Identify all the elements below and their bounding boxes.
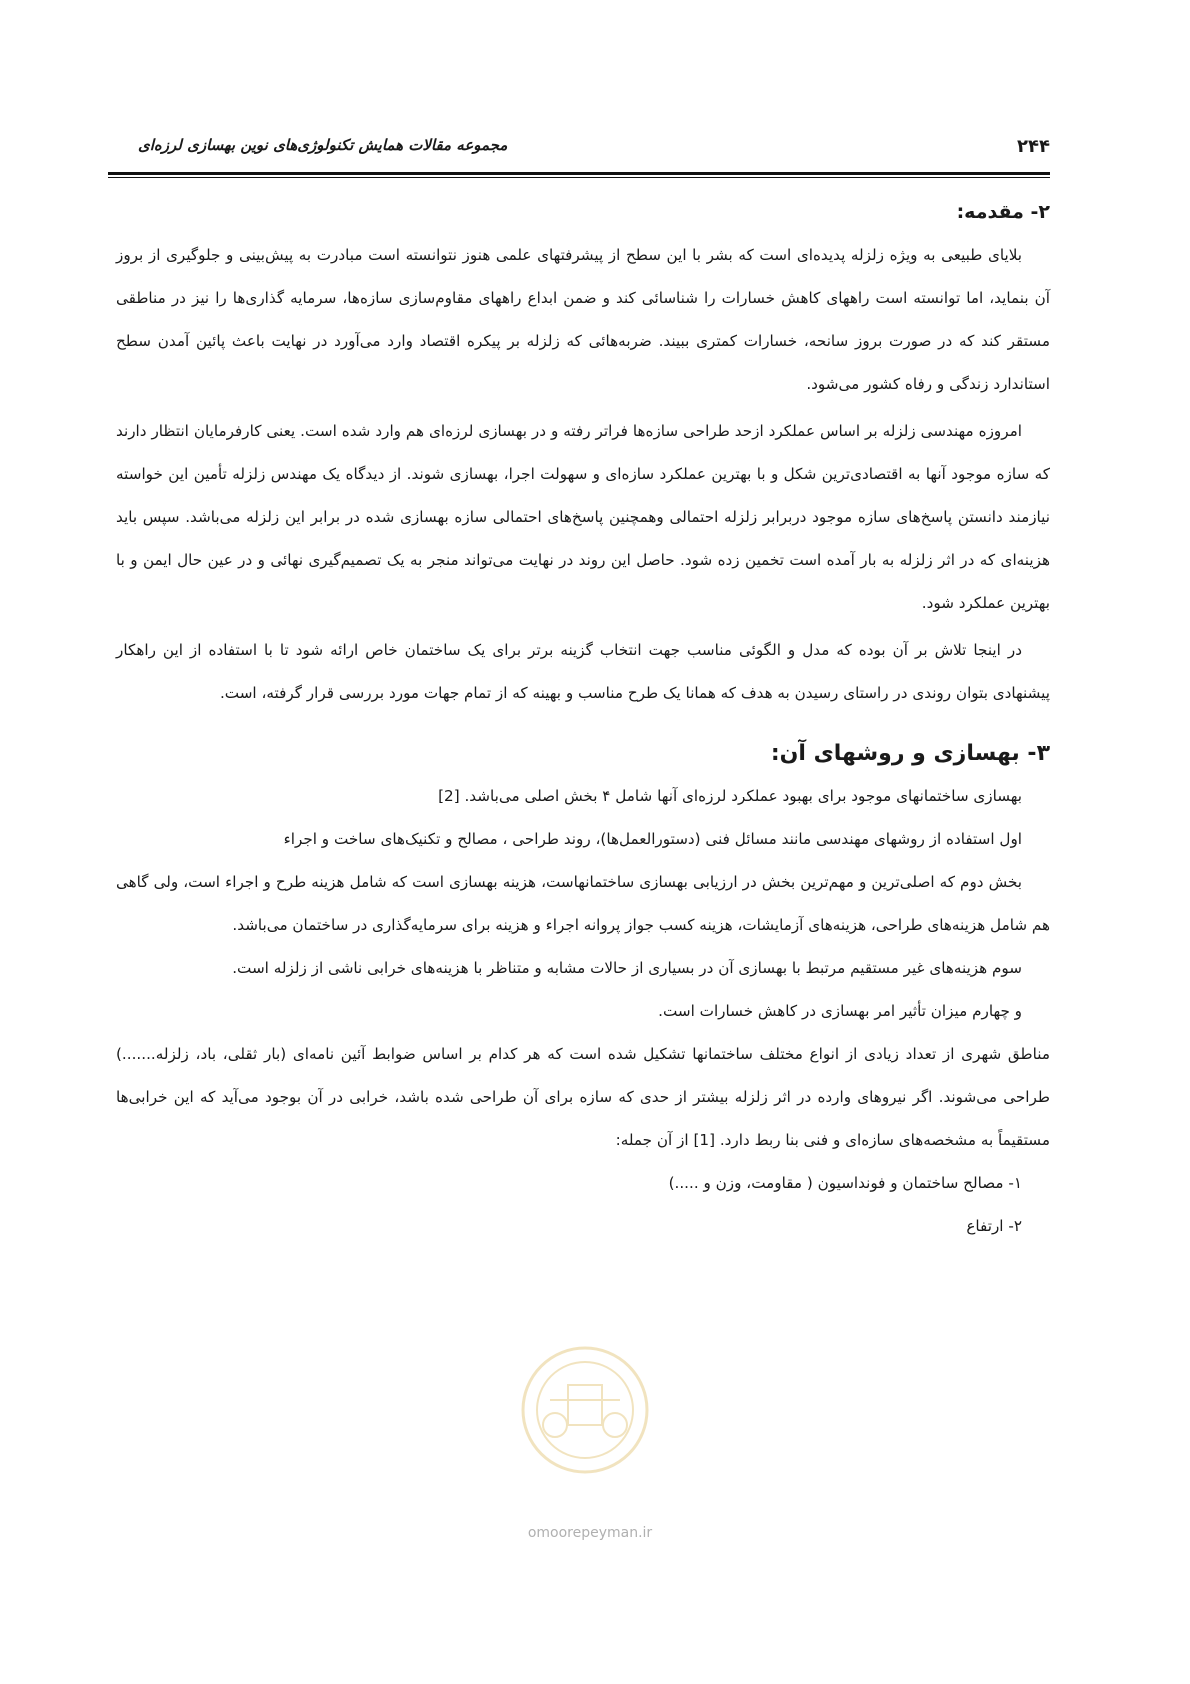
section-3-paragraph-1: بهسازی ساختمانهای موجود برای بهبود عملکرد لرزه‌ای آنها شامل ۴ بخش اصلی می‌باشد. [2] [438,787,1022,805]
section-2-heading: ۲- مقدمه: [956,201,1050,223]
section-2-paragraph-1: بلایای طبیعی به ویژه زلزله پدیده‌ای است که بشر با این سطح از پیشرفتهای علمی هنوز نتوانسته است مبادرت به پیش‌بینی و جلوگیری از بروز آن بنماید، اما توانسته است راههای کاهش خسارات را شناسائی کند و ضمن ابداع راههای مقاوم‌سازی سازه‌ها، سرمایه گذاری‌ها را نیز در مناطقی مستقر کند که در صورت بروز سانحه، خسارات کمتری ببیند. ضربه‌هائی که زلزله بر پیکره اقتصاد وارد می‌آورد در نهایت باعث پائین آمدن سطح استاندارد زندگی و رفاه کشور می‌شود. [116,246,1050,393]
section-3-heading: ۳- بهسازی و روشهای آن: [770,741,1050,766]
section-3-paragraph-3: بخش دوم که اصلی‌ترین و مهم‌ترین بخش در ارزیابی بهسازی ساختمانهاست، هزینه بهسازی است که شامل هزینه طرح و اجراء است، ولی گاهی هم شامل هزینه‌های طراحی، هزینه‌های آزمایشات، هزینه کسب جواز پروانه اجراء و هزینه برای سرمایه‌گذاری در ساختمان می‌باشد. [116,873,1050,934]
header-rule-thin [108,177,1050,178]
section-3-paragraph-2: اول استفاده از روشهای مهندسی مانند مسائل فنی (دستورالعمل‌ها)، روند طراحی ، مصالح و تکنیک‌های ساخت و اجراء [283,830,1022,848]
list-item-2: ۲- ارتفاع [966,1217,1022,1235]
page-header [108,128,1050,158]
body-content [116,190,1050,1248]
section-3-paragraph-4: سوم هزینه‌های غیر مستقیم مرتبط با بهسازی آن در بسیاری از حالات مشابه و متناظر با هزینه‌های خرابی ناشی از زلزله است. [232,959,1022,977]
section-3-paragraph-5: و چهارم میزان تأثیر امر بهسازی در کاهش خسارات است. [658,1002,1022,1020]
page-number: ۲۴۴ [1017,136,1050,157]
header-rule-thick [108,172,1050,175]
journal-title: مجموعه مقالات همایش تکنولوژی‌های نوین بهسازی لرزه‌ای [138,136,508,154]
section-2-paragraph-2: امروزه مهندسی زلزله بر اساس عملکرد ازحد طراحی سازه‌ها فراتر رفته و در بهسازی لرزه‌ای هم وارد شده است. یعنی کارفرمایان انتظار دارند که سازه موجود آنها به اقتصادی‌ترین شکل و با بهترین عملکرد سازه‌ای و سهولت اجرا، بهسازی شوند. از دیدگاه یک مهندس زلزله تأمین این خواسته نیازمند دانستن پاسخ‌های سازه موجود دربرابر زلزله احتمالی وهمچنین پاسخ‌های احتمالی سازه بهسازی شده در برابر این زلزله می‌باشد. سپس باید هزینه‌ای که در اثر زلزله به بار آمده است تخمین زده شود. حاصل این روند در نهایت می‌تواند منجر به یک تصمیم‌گیری نهائی و در عین حال ایمن و با بهترین عملکرد شود. [116,422,1050,612]
list-item-1: ۱- مصالح ساختمان و فونداسیون ( مقاومت، وزن و .....) [668,1174,1022,1192]
watermark-seal-icon [480,1330,690,1480]
section-3-paragraph-6: مناطق شهری از تعداد زیادی از انواع مختلف ساختمانها تشکیل شده است که هر کدام بر اساس ضوابط آئین نامه‌ای (بار ثقلی، باد، زلزله.......) طراحی می‌شوند. اگر نیروهای وارده در اثر زلزله بیشتر از حدی که سازه برای آن طراحی شده باشد، خرابی در آن بوجود می‌آید که این خرابی‌ها مستقیماً به مشخصه‌های سازه‌ای و فنی بنا ربط دارد. [1] از آن جمله: [116,1045,1050,1149]
watermark-site: omoorepeyman.ir [527,1525,653,1541]
section-2-paragraph-3: در اینجا تلاش بر آن بوده که مدل و الگوئی مناسب جهت انتخاب گزینه برتر برای یک ساختمان خاص ارائه شود تا با استفاده از این راهکار پیشنهادی بتوان روندی در راستای رسیدن به هدف که همانا یک طرح مناسب و بهینه که از تمام جهات مورد بررسی قرار گرفته، است. [116,641,1050,702]
